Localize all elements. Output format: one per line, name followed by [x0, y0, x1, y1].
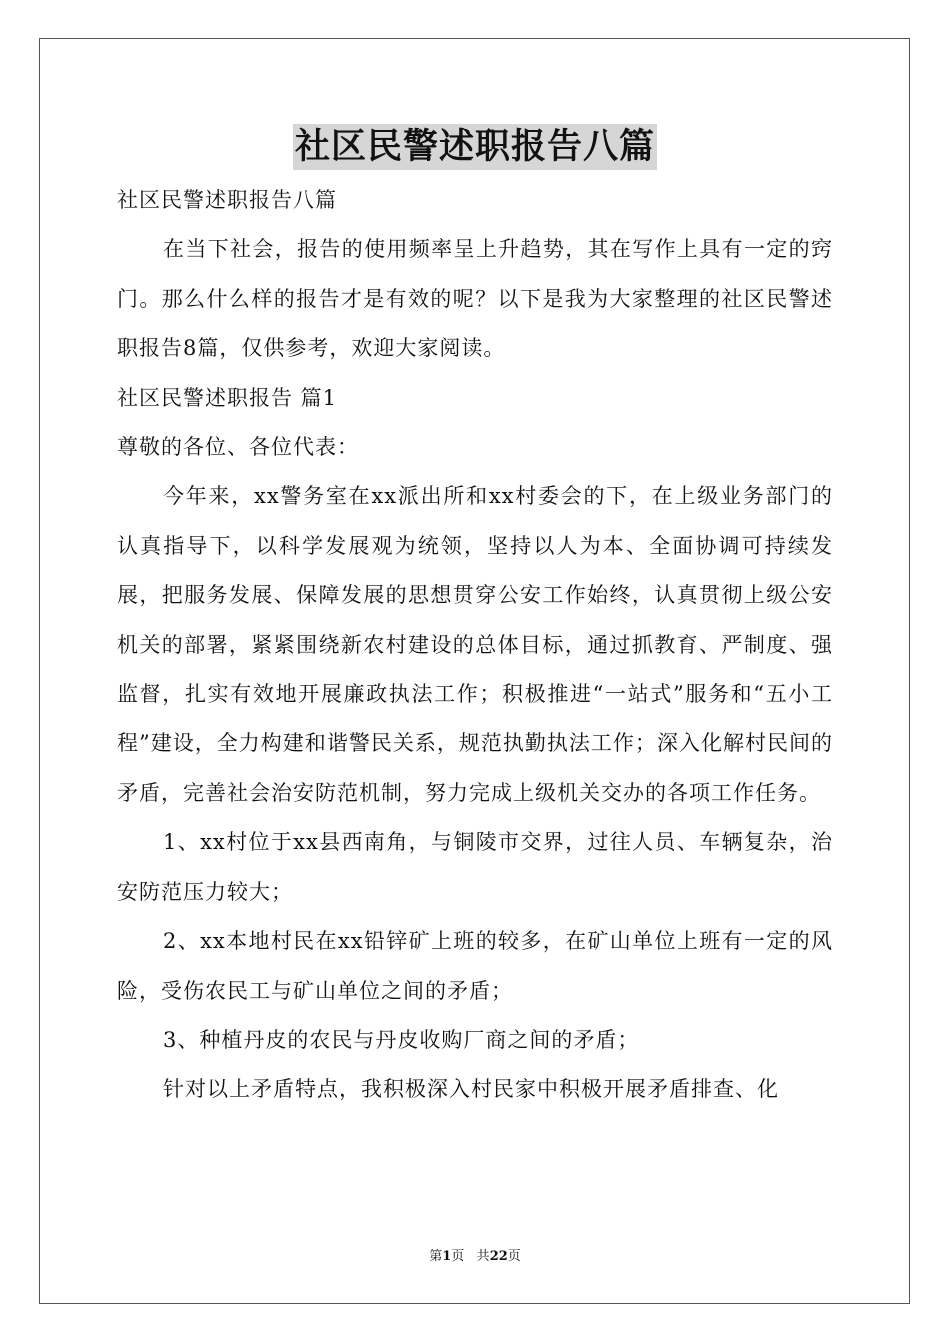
paragraph: 社区民警述职报告八篇: [117, 188, 337, 212]
total-suffix: 页: [507, 1249, 521, 1264]
total-prefix: 共: [476, 1249, 490, 1264]
page-number: 1: [442, 1249, 452, 1264]
list-item: 2、xx本地村民在xx铅锌矿上班的较多，在矿山单位上班有一定的风险，受伤农民工与矿山单位之间的矛盾；: [117, 929, 833, 1003]
document-title: 社区民警述职报告八篇: [293, 124, 657, 170]
document-body: [117, 176, 833, 1115]
list-item: 1、xx村位于xx县西南角，与铜陵市交界，过往人员、车辆复杂，治安防范压力较大；: [117, 830, 833, 904]
paragraph: 今年来，xx警务室在xx派出所和xx村委会的下，在上级业务部门的认真指导下，以科学发展观为统领，坚持以人为本、全面协调可持续发展，把服务发展、保障发展的思想贯穿公安工作始终，认真贯彻上级公安机关的部署，紧紧围绕新农村建设的总体目标，通过抓教育、严制度、强监督，扎实有效地开展廉政执法工作；积极推进“一站式”服务和“五小工程”建设，全力构建和谐警民关系，规范执勤执法工作；深入化解村民间的矛盾，完善社会治安防范机制，努力完成上级机关交办的各项工作任务。: [117, 484, 833, 805]
page-prefix: 第: [429, 1249, 443, 1264]
paragraph: 针对以上矛盾特点，我积极深入村民家中积极开展矛盾排查、化: [163, 1077, 779, 1102]
total-pages: 22: [489, 1249, 508, 1264]
page-suffix: 页: [451, 1249, 465, 1264]
paragraph: 在当下社会，报告的使用频率呈上升趋势，其在写作上具有一定的窍门。那么什么样的报告才是有效的呢？以下是我为大家整理的社区民警述职报告8篇，仅供参考，欢迎大家阅读。: [117, 237, 833, 361]
salutation: 尊敬的各位、各位代表：: [117, 435, 359, 460]
list-item: 3、种植丹皮的农民与丹皮收购厂商之间的矛盾；: [163, 1027, 640, 1052]
section-heading: 社区民警述职报告 篇1: [117, 385, 338, 410]
page-footer: [0, 1248, 950, 1266]
title-wrap: [0, 124, 950, 170]
